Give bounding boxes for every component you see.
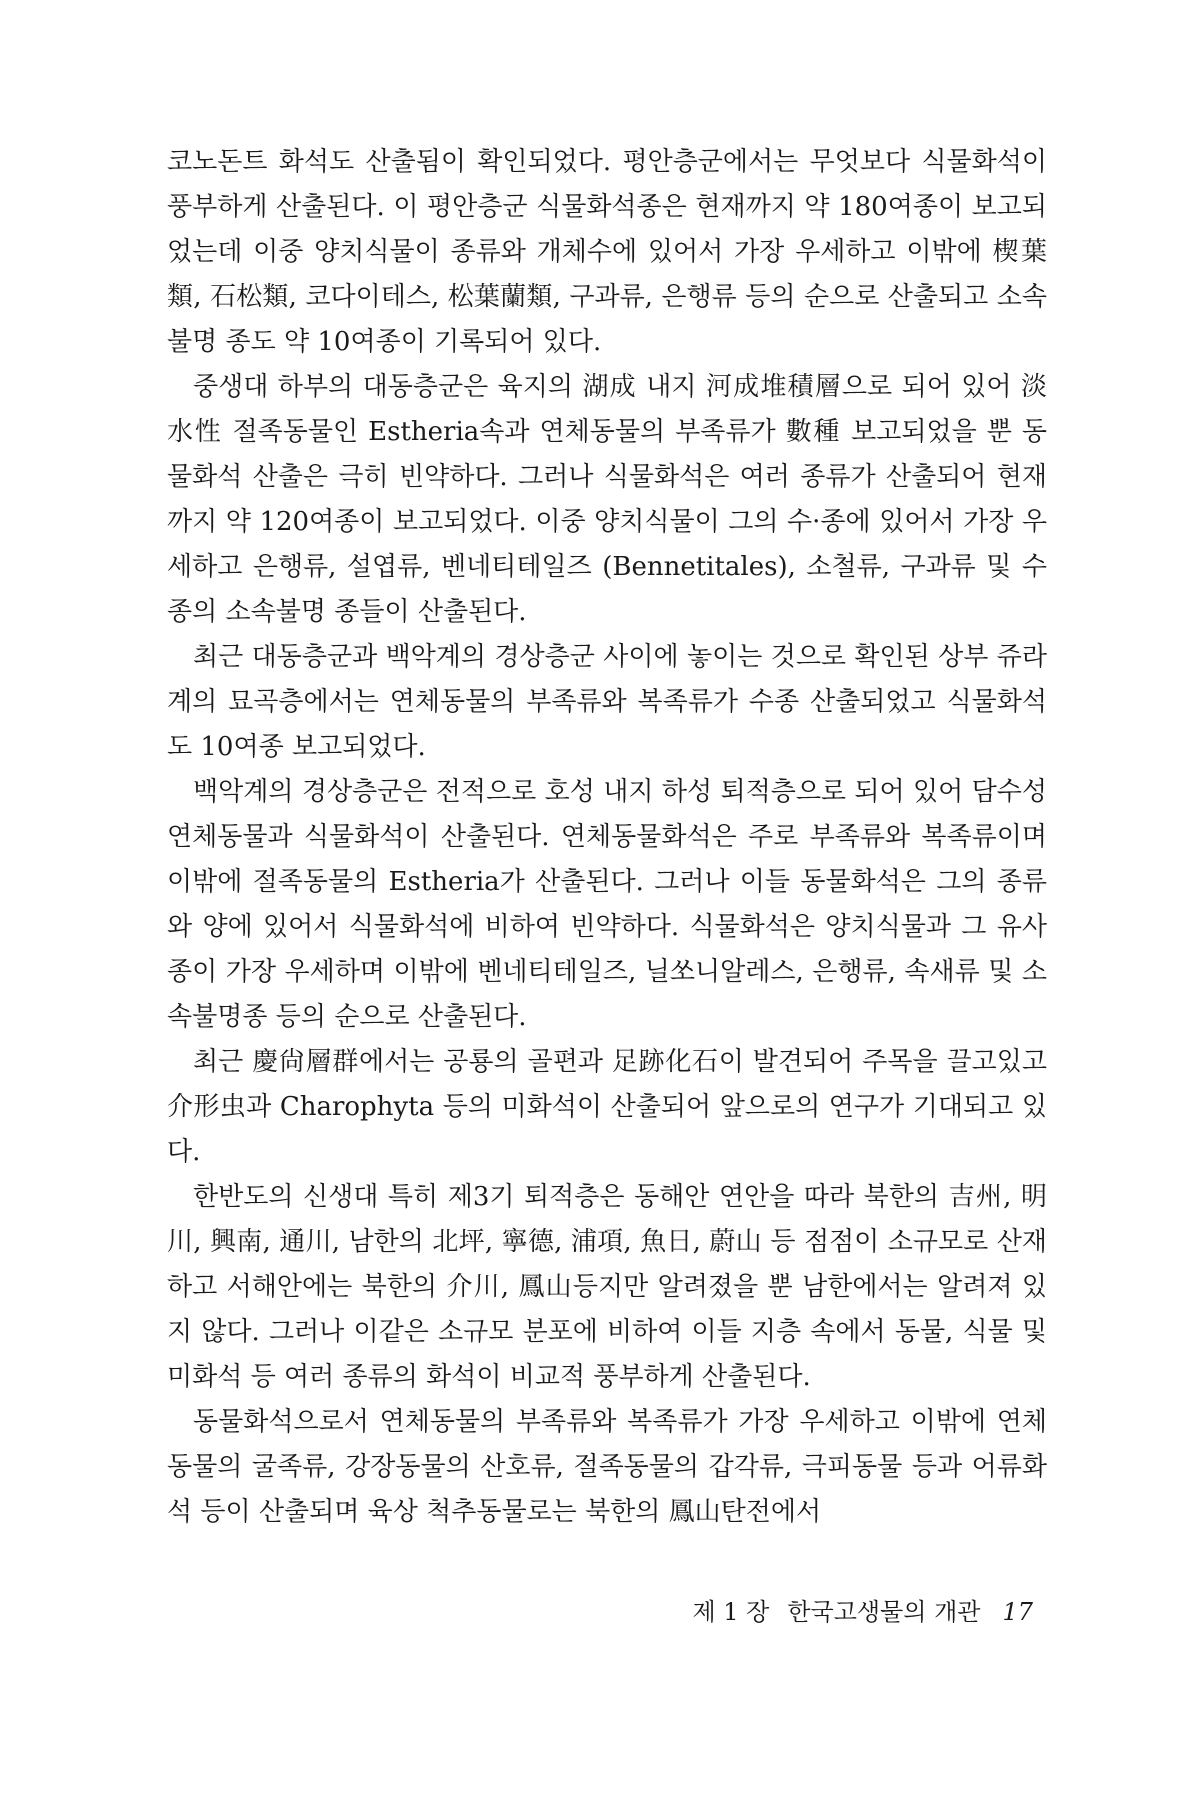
body-text <box>167 140 1047 1535</box>
paragraph-7: 동물화석으로서 연체동물의 부족류와 복족류가 가장 우세하고 이밖에 연체동물의 굴족류, 강장동물의 산호류, 절족동물의 갑각류, 극피동물 등과 어류화석 등이 산출되며 육상 척추동물로는 북한의 鳳山탄전에서 <box>167 1407 1047 1527</box>
footer-chapter: 제 1 장 <box>692 1598 770 1626</box>
page-number: 17 <box>1002 1598 1033 1626</box>
paragraph-2: 중생대 하부의 대동층군은 육지의 湖成 내지 河成堆積層으로 되어 있어 淡水性 절족동물인 Estheria속과 연체동물의 부족류가 數種 보고되었을 뿐 동물화석 산출은 극히 빈약하다. 그러나 식물화석은 여러 종류가 산출되어 현재까지 약 120여종이 보고되었다. 이중 양치식물이 그의 수·종에 있어서 가장 우세하고 은행류, 설엽류, 벤네티테일즈 (Bennetitales), 소철류, 구과류 및 수종의 소속불명 종들이 산출된다. <box>167 372 1047 627</box>
paragraph-4: 백악계의 경상층군은 전적으로 호성 내지 하성 퇴적층으로 되어 있어 담수성 연체동물과 식물화석이 산출된다. 연체동물화석은 주로 부족류와 복족류이며 이밖에 절족동물의 Estheria가 산출된다. 그러나 이들 동물화석은 그의 종류와 양에 있어서 식물화석에 비하여 빈약하다. 식물화석은 양치식물과 그 유사종이 가장 우세하며 이밖에 벤네티테일즈, 닐쏘니알레스, 은행류, 속새류 및 소속불명종 등의 순으로 산출된다. <box>167 777 1047 1032</box>
paragraph-5: 최근 慶尙層群에서는 공룡의 골편과 足跡化石이 발견되어 주목을 끌고있고 介形虫과 Charophyta 등의 미화석이 산출되어 앞으로의 연구가 기대되고 있다. <box>167 1047 1047 1167</box>
paragraph-6: 한반도의 신생대 특히 제3기 퇴적층은 동해안 연안을 따라 북한의 吉州, 明川, 興南, 通川, 남한의 北坪, 寧德, 浦項, 魚日, 蔚山 등 점점이 소규모로 산재하고 서해안에는 북한의 介川, 鳳山등지만 알려졌을 뿐 남한에서는 알려져 있지 않다. 그러나 이같은 소규모 분포에 비하여 이들 지층 속에서 동물, 식물 및 미화석 등 여러 종류의 화석이 비교적 풍부하게 산출된다. <box>167 1182 1047 1392</box>
footer-chapter-title: 한국고생물의 개관 <box>787 1598 981 1626</box>
paragraph-1: 코노돈트 화석도 산출됨이 확인되었다. 평안층군에서는 무엇보다 식물화석이 풍부하게 산출된다. 이 평안층군 식물화석종은 현재까지 약 180여종이 보고되었는데 이중 양치식물이 종류와 개체수에 있어서 가장 우세하고 이밖에 楔葉類, 石松類, 코다이테스, 松葉蘭類, 구과류, 은행류 등의 순으로 산출되고 소속불명 종도 약 10여종이 기록되어 있다. <box>167 147 1047 357</box>
page-footer <box>692 1592 1033 1627</box>
paragraph-3: 최근 대동층군과 백악계의 경상층군 사이에 놓이는 것으로 확인된 상부 쥬라계의 묘곡층에서는 연체동물의 부족류와 복족류가 수종 산출되었고 식물화석도 10여종 보고되었다. <box>167 642 1047 762</box>
